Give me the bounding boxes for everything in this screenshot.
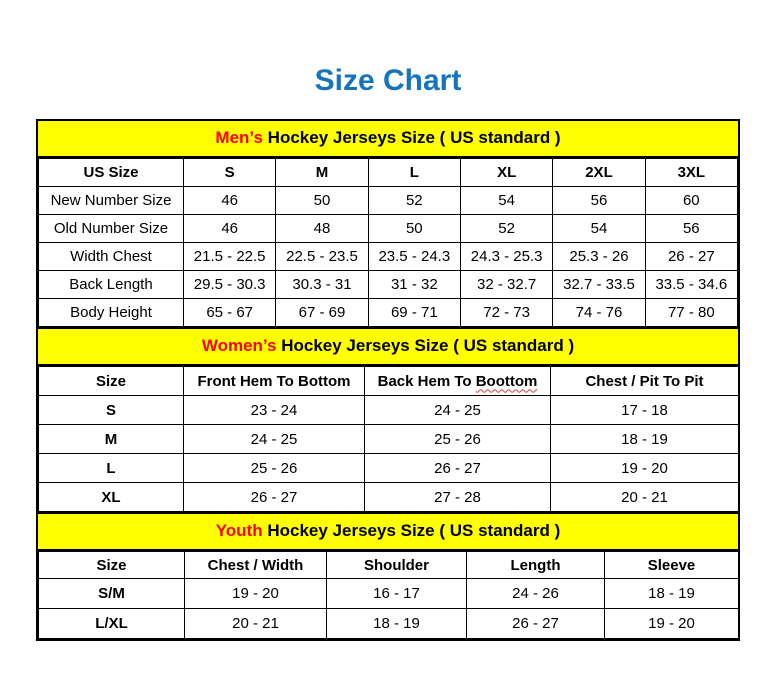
table-cell: 50 — [276, 187, 368, 215]
table-cell: 69 - 71 — [368, 299, 460, 327]
column-header: US Size — [39, 159, 184, 187]
row-label: Body Height — [39, 299, 184, 327]
table-cell: 24.3 - 25.3 — [460, 243, 552, 271]
table-cell: 56 — [553, 187, 645, 215]
table-cell: 56 — [645, 215, 737, 243]
table-cell: 16 - 17 — [327, 579, 467, 609]
womens-section-band — [38, 327, 738, 366]
table-cell: 26 - 27 — [645, 243, 737, 271]
table-row — [39, 425, 739, 454]
size-chart — [36, 119, 740, 641]
row-label: New Number Size — [39, 187, 184, 215]
row-label: Back Length — [39, 271, 184, 299]
table-row — [39, 396, 739, 425]
table-cell: 29.5 - 30.3 — [184, 271, 276, 299]
table-cell: 31 - 32 — [368, 271, 460, 299]
table-cell: 52 — [368, 187, 460, 215]
page-title: Size Chart — [314, 64, 462, 97]
table-cell: 26 - 27 — [365, 454, 551, 483]
header-row — [39, 159, 738, 187]
mens-section-band — [38, 121, 738, 158]
table-row — [39, 609, 739, 639]
column-header: 2XL — [553, 159, 645, 187]
table-row — [39, 271, 738, 299]
table-row — [39, 579, 739, 609]
row-label: S — [39, 396, 184, 425]
column-header: Length — [467, 552, 605, 579]
table-cell: 50 — [368, 215, 460, 243]
table-cell: 65 - 67 — [184, 299, 276, 327]
womens-size-table — [38, 366, 739, 512]
table-cell: 19 - 20 — [551, 454, 739, 483]
table-cell: 26 - 27 — [184, 483, 365, 512]
table-row — [39, 454, 739, 483]
column-header: Size — [39, 367, 184, 396]
youth-band-text: Hockey Jerseys Size ( US standard ) — [262, 521, 561, 540]
table-cell: 74 - 76 — [553, 299, 645, 327]
table-cell: 54 — [553, 215, 645, 243]
table-cell: 33.5 - 34.6 — [645, 271, 737, 299]
table-cell: 18 - 19 — [605, 579, 739, 609]
column-header: 3XL — [645, 159, 737, 187]
youth-section-band — [38, 512, 738, 551]
table-cell: 25 - 26 — [365, 425, 551, 454]
row-label: XL — [39, 483, 184, 512]
table-cell: 24 - 25 — [365, 396, 551, 425]
table-cell: 46 — [184, 187, 276, 215]
table-cell: 30.3 - 31 — [276, 271, 368, 299]
table-cell: 26 - 27 — [467, 609, 605, 639]
table-cell: 54 — [460, 187, 552, 215]
column-header: L — [368, 159, 460, 187]
table-row — [39, 243, 738, 271]
table-row — [39, 299, 738, 327]
column-header: Chest / Width — [185, 552, 327, 579]
row-label: L — [39, 454, 184, 483]
row-label: Old Number Size — [39, 215, 184, 243]
table-row — [39, 215, 738, 243]
table-cell: 17 - 18 — [551, 396, 739, 425]
youth-size-table — [38, 551, 739, 639]
table-cell: 72 - 73 — [460, 299, 552, 327]
table-cell: 52 — [460, 215, 552, 243]
column-header: M — [276, 159, 368, 187]
table-cell: 60 — [645, 187, 737, 215]
column-header: XL — [460, 159, 552, 187]
table-cell: 46 — [184, 215, 276, 243]
table-cell: 25.3 - 26 — [553, 243, 645, 271]
header-row — [39, 552, 739, 579]
table-row — [39, 483, 739, 512]
table-cell: 18 - 19 — [551, 425, 739, 454]
header-row — [39, 367, 739, 396]
womens-band-text: Hockey Jerseys Size ( US standard ) — [276, 336, 575, 355]
table-cell: 25 - 26 — [184, 454, 365, 483]
row-label: M — [39, 425, 184, 454]
column-header: Sleeve — [605, 552, 739, 579]
column-header: Size — [39, 552, 185, 579]
table-cell: 18 - 19 — [327, 609, 467, 639]
misspelled-word: Boottom — [475, 372, 538, 390]
column-header: Shoulder — [327, 552, 467, 579]
row-label: Width Chest — [39, 243, 184, 271]
column-header: Chest / Pit To Pit — [551, 367, 739, 396]
table-cell: 20 - 21 — [185, 609, 327, 639]
table-cell: 77 - 80 — [645, 299, 737, 327]
mens-band-text: Hockey Jerseys Size ( US standard ) — [262, 128, 561, 147]
table-cell: 21.5 - 22.5 — [184, 243, 276, 271]
column-header: S — [184, 159, 276, 187]
table-cell: 67 - 69 — [276, 299, 368, 327]
mens-size-table — [38, 158, 738, 327]
table-cell: 23 - 24 — [184, 396, 365, 425]
table-cell: 22.5 - 23.5 — [276, 243, 368, 271]
table-row — [39, 187, 738, 215]
table-cell: 24 - 25 — [184, 425, 365, 454]
row-label: S/M — [39, 579, 185, 609]
table-cell: 20 - 21 — [551, 483, 739, 512]
table-cell: 32.7 - 33.5 — [553, 271, 645, 299]
column-header: Back Hem To Boottom — [365, 367, 551, 396]
table-cell: 19 - 20 — [185, 579, 327, 609]
table-cell: 27 - 28 — [365, 483, 551, 512]
table-cell: 23.5 - 24.3 — [368, 243, 460, 271]
table-cell: 32 - 32.7 — [460, 271, 552, 299]
table-cell: 19 - 20 — [605, 609, 739, 639]
table-cell: 24 - 26 — [467, 579, 605, 609]
womens-band-highlight: Women’s — [201, 336, 277, 355]
youth-band-highlight: Youth — [215, 521, 263, 540]
column-header: Front Hem To Bottom — [184, 367, 365, 396]
row-label: L/XL — [39, 609, 185, 639]
table-cell: 48 — [276, 215, 368, 243]
mens-band-highlight: Men’s — [215, 128, 263, 147]
